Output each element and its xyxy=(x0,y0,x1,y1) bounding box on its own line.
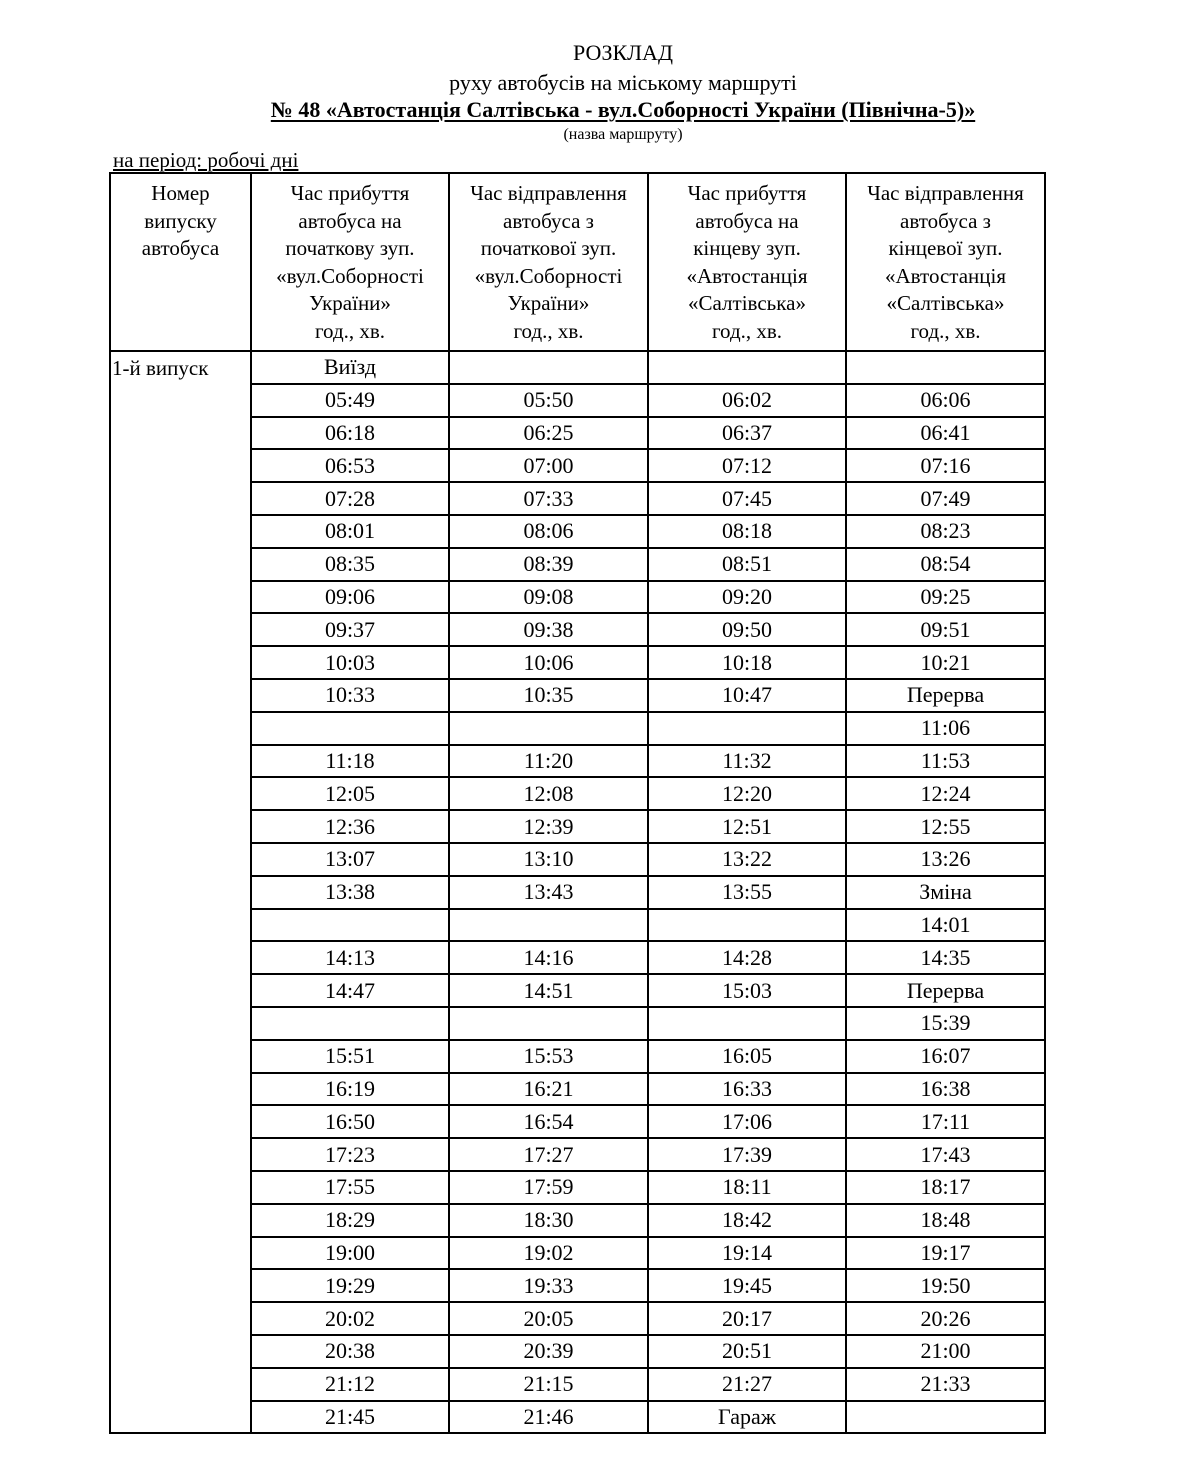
departure-end-cell: 18:17 xyxy=(846,1171,1045,1204)
departure-end-cell: 19:17 xyxy=(846,1237,1045,1270)
departure-end-cell: 11:53 xyxy=(846,745,1045,778)
departure-start-cell: 20:39 xyxy=(449,1335,648,1368)
header-line: «Автостанція xyxy=(884,263,1007,288)
arrival-start-cell: 07:28 xyxy=(251,482,449,515)
departure-end-cell: 10:21 xyxy=(846,646,1045,679)
table-row xyxy=(110,646,1045,679)
table-row xyxy=(110,351,1045,384)
arrival-start-cell: 05:49 xyxy=(251,384,449,417)
arrival-start-cell: 06:18 xyxy=(251,417,449,450)
departure-end-cell: 09:51 xyxy=(846,613,1045,646)
arrival-start-cell xyxy=(251,909,449,942)
departure-start-cell: 11:20 xyxy=(449,745,648,778)
arrival-end-cell xyxy=(648,712,846,745)
table-row xyxy=(110,941,1045,974)
departure-start-cell: 06:25 xyxy=(449,417,648,450)
table-row xyxy=(110,515,1045,548)
arrival-end-cell: 08:18 xyxy=(648,515,846,548)
header-arrival-start xyxy=(251,173,449,351)
departure-start-cell: 17:59 xyxy=(449,1171,648,1204)
header-line: «Салтівська» xyxy=(886,291,1005,316)
arrival-end-cell: 18:11 xyxy=(648,1171,846,1204)
departure-start-cell: 10:35 xyxy=(449,679,648,712)
arrival-start-cell: 21:45 xyxy=(251,1401,449,1434)
departure-end-cell: 07:16 xyxy=(846,449,1045,482)
table-row xyxy=(110,876,1045,909)
departure-end-cell: 06:06 xyxy=(846,384,1045,417)
table-row xyxy=(110,482,1045,515)
arrival-start-cell: 16:19 xyxy=(251,1073,449,1106)
departure-start-cell: 19:33 xyxy=(449,1269,648,1302)
arrival-end-cell: 15:03 xyxy=(648,974,846,1007)
header-line: год., хв. xyxy=(910,318,981,343)
departure-end-cell: 07:49 xyxy=(846,482,1045,515)
arrival-start-cell: 08:35 xyxy=(251,548,449,581)
arrival-start-cell: 14:47 xyxy=(251,974,449,1007)
departure-start-cell: 12:08 xyxy=(449,777,648,810)
departure-end-cell: 06:41 xyxy=(846,417,1045,450)
departure-start-cell: 09:08 xyxy=(449,581,648,614)
arrival-start-cell: 15:51 xyxy=(251,1040,449,1073)
header-line: Час відправлення xyxy=(470,181,627,205)
table-row xyxy=(110,1269,1045,1302)
header-line: Час прибуття xyxy=(290,181,410,205)
departure-start-cell xyxy=(449,1007,648,1040)
table-row xyxy=(110,1138,1045,1171)
departure-end-cell: 21:33 xyxy=(846,1368,1045,1401)
header-row xyxy=(110,173,1045,351)
departure-end-cell: 09:25 xyxy=(846,581,1045,614)
departure-start-cell: 16:21 xyxy=(449,1073,648,1106)
departure-start-cell: 10:06 xyxy=(449,646,648,679)
arrival-start-cell: 10:33 xyxy=(251,679,449,712)
header-line: Час відправлення xyxy=(867,181,1024,205)
table-row xyxy=(110,1401,1045,1434)
table-row xyxy=(110,1335,1045,1368)
arrival-end-cell: 14:28 xyxy=(648,941,846,974)
header-line: автобуса з xyxy=(503,208,594,233)
arrival-start-cell xyxy=(251,1007,449,1040)
departure-end-cell: Перерва xyxy=(846,679,1045,712)
arrival-start-cell: Виїзд xyxy=(251,351,449,384)
arrival-end-cell: 09:20 xyxy=(648,581,846,614)
table-row xyxy=(110,1073,1045,1106)
arrival-end-cell: 09:50 xyxy=(648,613,846,646)
departure-start-cell: 12:39 xyxy=(449,810,648,843)
arrival-start-cell: 19:00 xyxy=(251,1237,449,1270)
table-row xyxy=(110,581,1045,614)
arrival-end-cell: 19:14 xyxy=(648,1237,846,1270)
departure-end-cell: 14:01 xyxy=(846,909,1045,942)
header-line: год., хв. xyxy=(314,318,386,343)
header-line: випуску xyxy=(144,208,217,233)
arrival-end-cell: 12:51 xyxy=(648,810,846,843)
departure-start-cell: 17:27 xyxy=(449,1138,648,1171)
header-line: Час прибуття xyxy=(687,181,807,205)
departure-end-cell: 20:26 xyxy=(846,1302,1045,1335)
header-line: «вул.Соборності xyxy=(276,263,424,288)
departure-end-cell: 12:55 xyxy=(846,810,1045,843)
header-departure-start xyxy=(449,173,648,351)
arrival-end-cell: 12:20 xyxy=(648,777,846,810)
route-name: № 48 «Автостанція Салтівська - вул.Соборності України (Північна-5)» xyxy=(270,97,976,122)
arrival-end-cell: Гараж xyxy=(648,1401,846,1434)
header-line: автобуса на xyxy=(298,208,402,233)
departure-end-cell: 15:39 xyxy=(846,1007,1045,1040)
departure-start-cell: 21:46 xyxy=(449,1401,648,1434)
table-row xyxy=(110,1007,1045,1040)
departure-start-cell: 19:02 xyxy=(449,1237,648,1270)
arrival-end-cell: 13:55 xyxy=(648,876,846,909)
departure-end-cell: 08:54 xyxy=(846,548,1045,581)
header-arrival-end xyxy=(648,173,846,351)
departure-end-cell: 16:38 xyxy=(846,1073,1045,1106)
arrival-start-cell: 08:01 xyxy=(251,515,449,548)
header-line: початкову зуп. xyxy=(285,236,415,261)
departure-end-cell: 17:43 xyxy=(846,1138,1045,1171)
arrival-start-cell: 21:12 xyxy=(251,1368,449,1401)
departure-start-cell: 20:05 xyxy=(449,1302,648,1335)
header-bus-number xyxy=(110,173,251,351)
departure-end-cell xyxy=(846,351,1045,384)
table-row xyxy=(110,909,1045,942)
arrival-start-cell: 06:53 xyxy=(251,449,449,482)
departure-start-cell: 21:15 xyxy=(449,1368,648,1401)
document-title: РОЗКЛАД xyxy=(573,40,673,65)
arrival-end-cell xyxy=(648,1007,846,1040)
header-line: автобуса на xyxy=(695,208,799,233)
table-row xyxy=(110,1204,1045,1237)
arrival-end-cell xyxy=(648,351,846,384)
departure-end-cell: 16:07 xyxy=(846,1040,1045,1073)
arrival-start-cell: 12:36 xyxy=(251,810,449,843)
header-line: «вул.Соборності xyxy=(474,263,623,288)
bus-number-cell: 1-й випуск xyxy=(110,351,251,1433)
table-row xyxy=(110,1237,1045,1270)
departure-start-cell xyxy=(449,909,648,942)
table-row xyxy=(110,1105,1045,1138)
table-row xyxy=(110,613,1045,646)
table-row xyxy=(110,384,1045,417)
departure-start-cell xyxy=(449,351,648,384)
arrival-end-cell: 11:32 xyxy=(648,745,846,778)
header-line: кінцевої зуп. xyxy=(888,236,1003,261)
arrival-end-cell: 10:18 xyxy=(648,646,846,679)
table-row xyxy=(110,1368,1045,1401)
departure-end-cell: 18:48 xyxy=(846,1204,1045,1237)
arrival-start-cell: 18:29 xyxy=(251,1204,449,1237)
departure-start-cell: 13:43 xyxy=(449,876,648,909)
arrival-end-cell xyxy=(648,909,846,942)
departure-end-cell: 12:24 xyxy=(846,777,1045,810)
arrival-start-cell: 13:07 xyxy=(251,843,449,876)
departure-end-cell xyxy=(846,1401,1045,1434)
departure-start-cell: 18:30 xyxy=(449,1204,648,1237)
departure-start-cell: 16:54 xyxy=(449,1105,648,1138)
arrival-end-cell: 17:39 xyxy=(648,1138,846,1171)
header-line: автобуса xyxy=(141,236,220,261)
departure-start-cell: 07:00 xyxy=(449,449,648,482)
header-line: «Автостанція xyxy=(686,263,808,288)
arrival-end-cell: 20:51 xyxy=(648,1335,846,1368)
table-row xyxy=(110,810,1045,843)
table-row xyxy=(110,1302,1045,1335)
document-subtitle: руху автобусів на міському маршруті xyxy=(449,70,797,95)
header-line: автобуса з xyxy=(900,208,991,233)
arrival-end-cell: 18:42 xyxy=(648,1204,846,1237)
header-line: України» xyxy=(309,291,391,316)
departure-start-cell: 14:16 xyxy=(449,941,648,974)
departure-end-cell: 08:23 xyxy=(846,515,1045,548)
arrival-start-cell: 10:03 xyxy=(251,646,449,679)
arrival-end-cell: 06:02 xyxy=(648,384,846,417)
departure-end-cell: 21:00 xyxy=(846,1335,1045,1368)
arrival-end-cell: 17:06 xyxy=(648,1105,846,1138)
header-line: «Салтівська» xyxy=(688,291,806,316)
arrival-start-cell: 11:18 xyxy=(251,745,449,778)
arrival-end-cell: 06:37 xyxy=(648,417,846,450)
table-row xyxy=(110,1040,1045,1073)
table-row xyxy=(110,843,1045,876)
route-name-caption: (назва маршруту) xyxy=(563,126,683,143)
arrival-start-cell: 17:23 xyxy=(251,1138,449,1171)
arrival-start-cell: 09:37 xyxy=(251,613,449,646)
arrival-end-cell: 20:17 xyxy=(648,1302,846,1335)
departure-end-cell: 11:06 xyxy=(846,712,1045,745)
arrival-start-cell: 17:55 xyxy=(251,1171,449,1204)
header-line: початкової зуп. xyxy=(480,236,617,261)
arrival-end-cell: 10:47 xyxy=(648,679,846,712)
table-row xyxy=(110,679,1045,712)
arrival-start-cell xyxy=(251,712,449,745)
table-row xyxy=(110,745,1045,778)
arrival-end-cell: 16:05 xyxy=(648,1040,846,1073)
table-row xyxy=(110,417,1045,450)
departure-start-cell: 08:06 xyxy=(449,515,648,548)
table-row xyxy=(110,712,1045,745)
header-departure-end xyxy=(846,173,1045,351)
table-row xyxy=(110,548,1045,581)
arrival-start-cell: 16:50 xyxy=(251,1105,449,1138)
departure-end-cell: Перерва xyxy=(846,974,1045,1007)
arrival-end-cell: 07:12 xyxy=(648,449,846,482)
arrival-start-cell: 09:06 xyxy=(251,581,449,614)
header-line: Номер xyxy=(151,181,210,205)
arrival-end-cell: 19:45 xyxy=(648,1269,846,1302)
header-line: год., хв. xyxy=(513,318,584,343)
departure-end-cell: Зміна xyxy=(846,876,1045,909)
departure-start-cell: 09:38 xyxy=(449,613,648,646)
departure-start-cell xyxy=(449,712,648,745)
departure-end-cell: 13:26 xyxy=(846,843,1045,876)
table-row xyxy=(110,974,1045,1007)
departure-end-cell: 14:35 xyxy=(846,941,1045,974)
arrival-start-cell: 20:38 xyxy=(251,1335,449,1368)
departure-start-cell: 05:50 xyxy=(449,384,648,417)
departure-start-cell: 07:33 xyxy=(449,482,648,515)
header-line: год., хв. xyxy=(711,318,783,343)
arrival-end-cell: 21:27 xyxy=(648,1368,846,1401)
arrival-start-cell: 13:38 xyxy=(251,876,449,909)
table-row xyxy=(110,777,1045,810)
departure-end-cell: 17:11 xyxy=(846,1105,1045,1138)
arrival-start-cell: 14:13 xyxy=(251,941,449,974)
table-row xyxy=(110,449,1045,482)
departure-end-cell: 19:50 xyxy=(846,1269,1045,1302)
departure-start-cell: 14:51 xyxy=(449,974,648,1007)
arrival-end-cell: 08:51 xyxy=(648,548,846,581)
schedule-table xyxy=(109,172,1046,1434)
header-line: України» xyxy=(507,291,590,316)
departure-start-cell: 15:53 xyxy=(449,1040,648,1073)
header-line: кінцеву зуп. xyxy=(693,236,801,261)
departure-start-cell: 13:10 xyxy=(449,843,648,876)
arrival-start-cell: 12:05 xyxy=(251,777,449,810)
arrival-start-cell: 20:02 xyxy=(251,1302,449,1335)
departure-start-cell: 08:39 xyxy=(449,548,648,581)
arrival-end-cell: 07:45 xyxy=(648,482,846,515)
arrival-end-cell: 13:22 xyxy=(648,843,846,876)
arrival-end-cell: 16:33 xyxy=(648,1073,846,1106)
arrival-start-cell: 19:29 xyxy=(251,1269,449,1302)
table-row xyxy=(110,1171,1045,1204)
period-label: на період: робочі дні xyxy=(113,148,299,172)
